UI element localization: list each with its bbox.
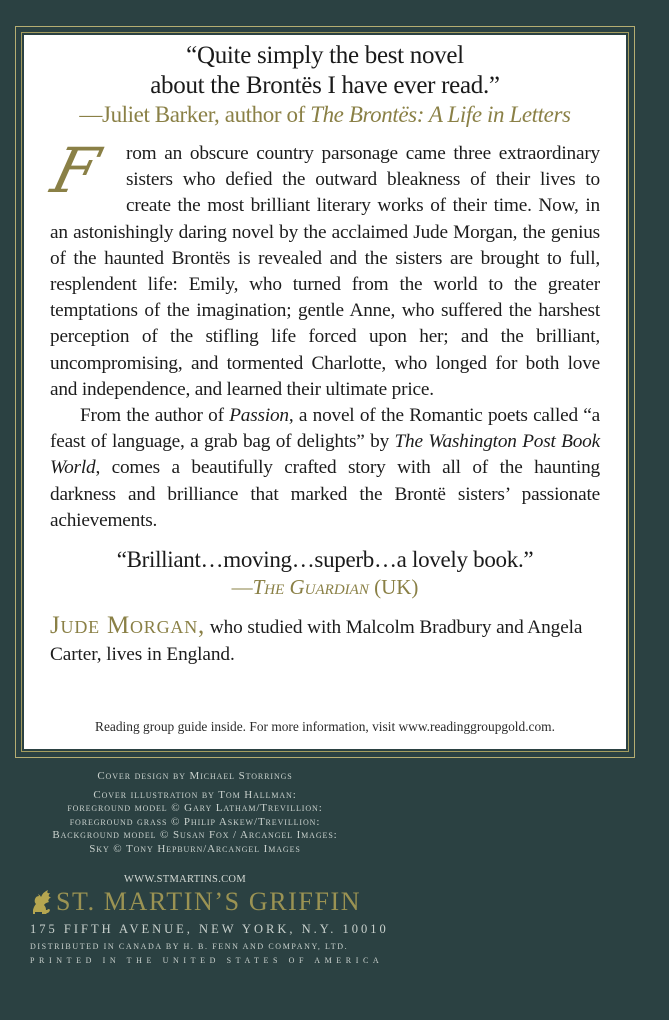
illustration-credit-line: Background model © Susan Fox / Arcangel Images: — [52, 829, 338, 841]
publication-title: The Washington Post Book World — [50, 431, 600, 479]
publisher-url: WWW.STMARTINS.COM — [124, 874, 246, 885]
guardian-review-attribution — [50, 574, 600, 600]
dropcap-letter: F — [44, 134, 106, 207]
attribution-dash: — — [231, 575, 253, 600]
blurb-panel — [21, 32, 629, 752]
book-title-passion: Passion — [229, 405, 289, 427]
top-quote-line-2: about the Brontës I have ever read.” — [150, 72, 500, 99]
author-name: Jude Morgan, — [50, 612, 206, 640]
para2-text-b: , a novel of the Romantic poets called “a feast of language, a grab bag of delights” by — [50, 405, 600, 453]
top-quote-line-1: “Quite simply the best novel — [186, 42, 464, 69]
publisher-address: 175 FIFTH AVENUE, NEW YORK, N.Y. 10010 — [30, 922, 389, 936]
illustration-credit-line: foreground model © Gary Latham/Trevillion: — [67, 802, 323, 814]
illustration-credit-line: Sky © Tony Hepburn/Arcangel Images — [89, 842, 301, 855]
blurb-panel-content — [24, 35, 626, 749]
griffin-icon — [30, 889, 52, 915]
review-source: The Guardian — [252, 575, 369, 600]
review-region: (UK) — [368, 575, 419, 600]
cover-credits — [30, 770, 360, 856]
publisher-name: ST. MARTIN’S GRIFFIN — [56, 887, 362, 916]
attribution-book-title: The Brontës: A Life in Letters — [310, 102, 571, 127]
para2-text-a: From the author of — [80, 405, 230, 427]
publisher-block — [30, 874, 389, 965]
author-bio — [50, 612, 600, 668]
printed-in-note: PRINTED IN THE UNITED STATES OF AMERICA — [30, 956, 384, 965]
top-review-quote — [50, 35, 600, 101]
illustration-credit-line: Cover illustration by Tom Hallman: — [93, 788, 297, 801]
attribution-author: —Juliet Barker, author of — [79, 102, 311, 127]
top-review-attribution — [50, 101, 600, 129]
para2-text-c: , comes a beautifully crafted story with all of the haunting darkness and brilliance that marked the Brontë sisters’ passionate achievements. — [50, 457, 600, 531]
distribution-note: DISTRIBUTED IN CANADA BY H. B. FENN AND COMPANY, LTD. — [30, 942, 349, 951]
description-paragraph-1 — [44, 134, 600, 403]
author-bio-text: who studied with Malcolm Bradbury and Angela Carter, lives in England. — [50, 617, 583, 666]
reading-guide-note: Reading group guide inside. For more information, visit www.readinggroupgold.com. — [95, 719, 555, 734]
guardian-review-quote: “Brilliant…moving…superb…a lovely book.” — [116, 547, 534, 573]
illustration-credit-line: foreground grass © Philip Askew/Trevillion: — [69, 815, 321, 828]
publisher-logo-row — [30, 887, 370, 917]
description-paragraph-2 — [50, 403, 600, 534]
cover-design-credit: Cover design by Michael Storrings — [97, 770, 293, 782]
description-paragraph-1-text: rom an obscure country parsonage came three extraordinary sisters who defied the outward bleakness of their lives to create the most brilliant literary works of their time. Now, in an astonishingly daring novel by the acclaimed Jude Morgan, the genius of the haunted Brontës is revealed and the sisters are brought to full, resplendent life: Emily, who turned from the world to the greater temptations of the imagination; gentle Anne, who suffered the harshest perception of the stifling life forced upon her; and the brilliant, uncompromising, and tormented Charlotte, who longed for both love and independence, and learned their ultimate price. — [50, 143, 600, 400]
